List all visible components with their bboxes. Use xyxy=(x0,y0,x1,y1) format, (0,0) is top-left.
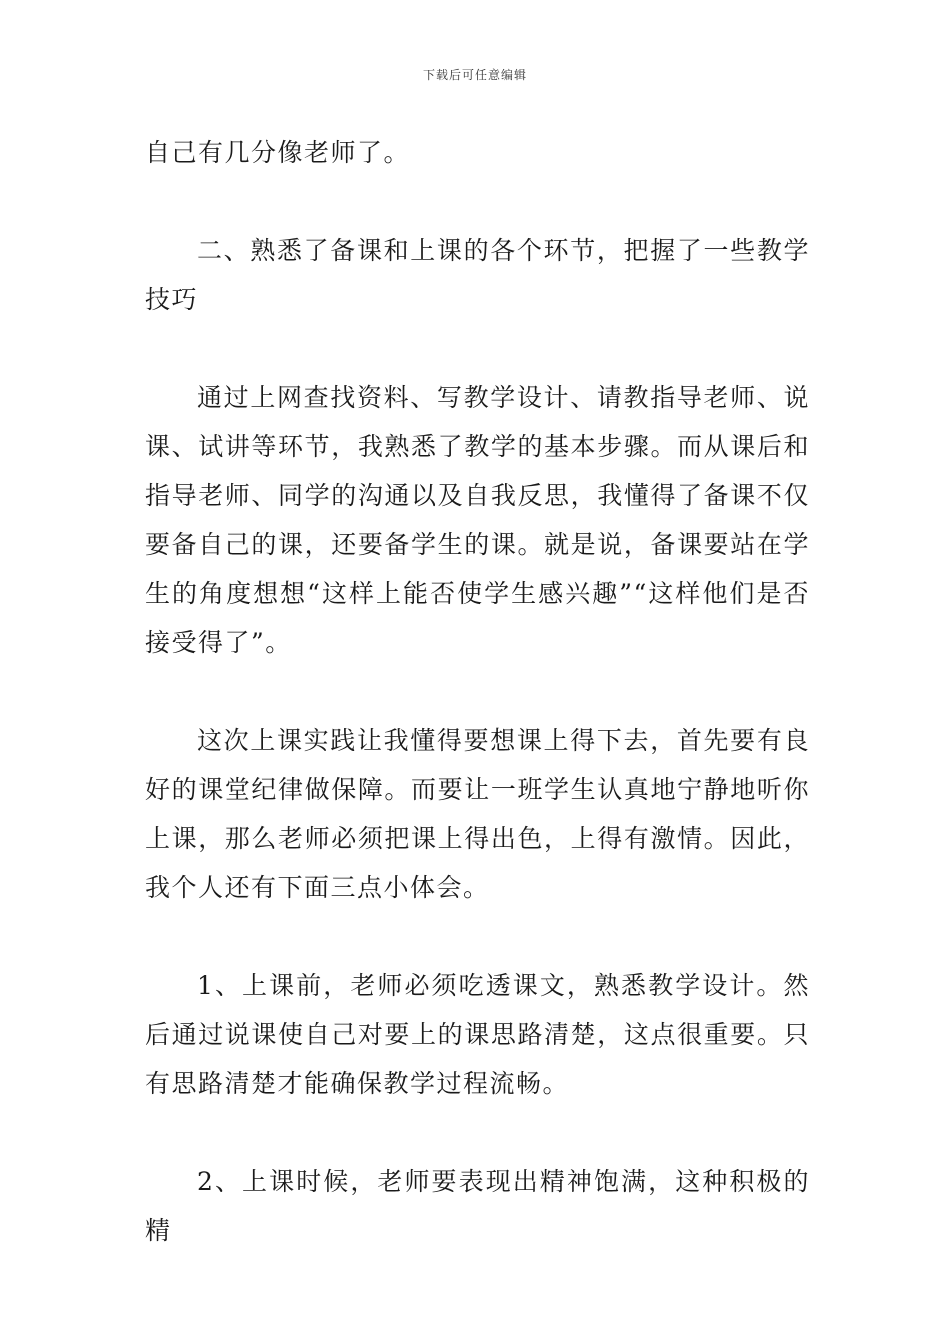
list-item-paragraph: 1、上课前，老师必须吃透课文，熟悉教学设计。然后通过说课使自己对要上的课思路清楚，这点很重要。只有思路清楚才能确保教学过程流畅。 xyxy=(145,971,810,1098)
document-body xyxy=(145,128,810,1255)
page-header: 下载后可任意编辑 xyxy=(422,68,527,82)
paragraph: 这次上课实践让我懂得要想课上得下去，首先要有良好的课堂纪律做保障。而要让一班学生认真地宁静地听你上课，那么老师必须把课上得出色，上得有激情。因此，我个人还有下面三点小体会。 xyxy=(145,726,810,902)
paragraph-continuation: 自己有几分像老师了。 xyxy=(145,138,411,167)
section-heading: 二、熟悉了备课和上课的各个环节，把握了一些教学技巧 xyxy=(145,236,810,314)
paragraph: 通过上网查找资料、写教学设计、请教指导老师、说课、试讲等环节，我熟悉了教学的基本步骤。而从课后和指导老师、同学的沟通以及自我反思，我懂得了备课不仅要备自己的课，还要备学生的课。就是说，备课要站在学生的角度想想“这样上能否使学生感兴趣”“这样他们是否接受得了”。 xyxy=(145,383,810,657)
list-item-paragraph: 2、上课时候，老师要表现出精神饱满，这种积极的精 xyxy=(145,1167,810,1245)
